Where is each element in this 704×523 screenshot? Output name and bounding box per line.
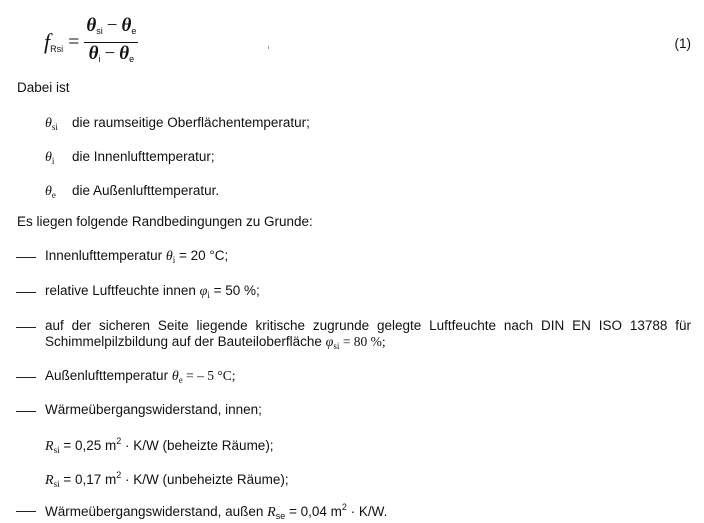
equation-number: (1): [674, 36, 691, 51]
condition-item-line1: auf der sicheren Seite liegende kritische zugrunde gelegte Luftfeuchte nach DIN EN ISO 13788 für: [45, 318, 691, 333]
list-dash: [16, 257, 36, 258]
list-dash: [16, 327, 36, 328]
condition-item: Innenlufttemperatur $\theta_i = 20$ °C;: [45, 248, 229, 265]
definition-text: die Außenlufttemperatur.: [72, 183, 220, 198]
list-dash: [16, 411, 36, 412]
list-dash: [16, 511, 36, 512]
condition-item-line2: Schimmelpilzbildung auf der Bauteiloberfläche $\varphi_{si} = 80$ %;: [45, 334, 386, 351]
condition-item: relative Luftfeuchte innen $\varphi_i = 50$ %;: [45, 283, 260, 300]
formula-numerator: $\theta_{si} - \theta_e$: [86, 14, 137, 36]
definitions-intro: Dabei ist: [17, 80, 70, 95]
condition-item: Wärmeübergangswiderstand, innen;: [45, 402, 262, 417]
formula-lhs: $f_{Rsi}$: [44, 29, 64, 54]
condition-item: Wärmeübergangswiderstand, außen $R_{se} = 0,04$ $m^2 \cdot K/W$.: [45, 502, 388, 521]
definition-symbol: $\theta_i$: [45, 150, 55, 166]
condition-subitem: $R_{si} = 0,17$ $m^2 \cdot K/W$ (unbeheizte Räume);: [45, 470, 289, 489]
formula-equals: =: [68, 30, 80, 53]
list-dash: [16, 292, 36, 293]
definition-text: die raumseitige Oberflächentemperatur;: [72, 115, 310, 130]
definition-text: die Innenlufttemperatur;: [72, 149, 215, 164]
conditions-intro: Es liegen folgende Randbedingungen zu Grunde:: [17, 214, 313, 229]
formula-denominator: $\theta_i - \theta_e$: [88, 42, 135, 64]
formula-frsi: [44, 14, 138, 64]
condition-subitem: $R_{si} = 0,25$ $m^2 \cdot K/W$ (beheizte Räume);: [45, 436, 274, 455]
condition-item: Außenlufttemperatur $\theta_e$ = – 5 °C;: [45, 368, 236, 385]
definition-symbol: $\theta_{si}$: [45, 116, 58, 132]
list-dash: [16, 377, 36, 378]
definition-symbol: $\theta_e$: [45, 184, 56, 200]
scan-artifact: [268, 46, 269, 49]
formula-fraction: [84, 16, 138, 69]
